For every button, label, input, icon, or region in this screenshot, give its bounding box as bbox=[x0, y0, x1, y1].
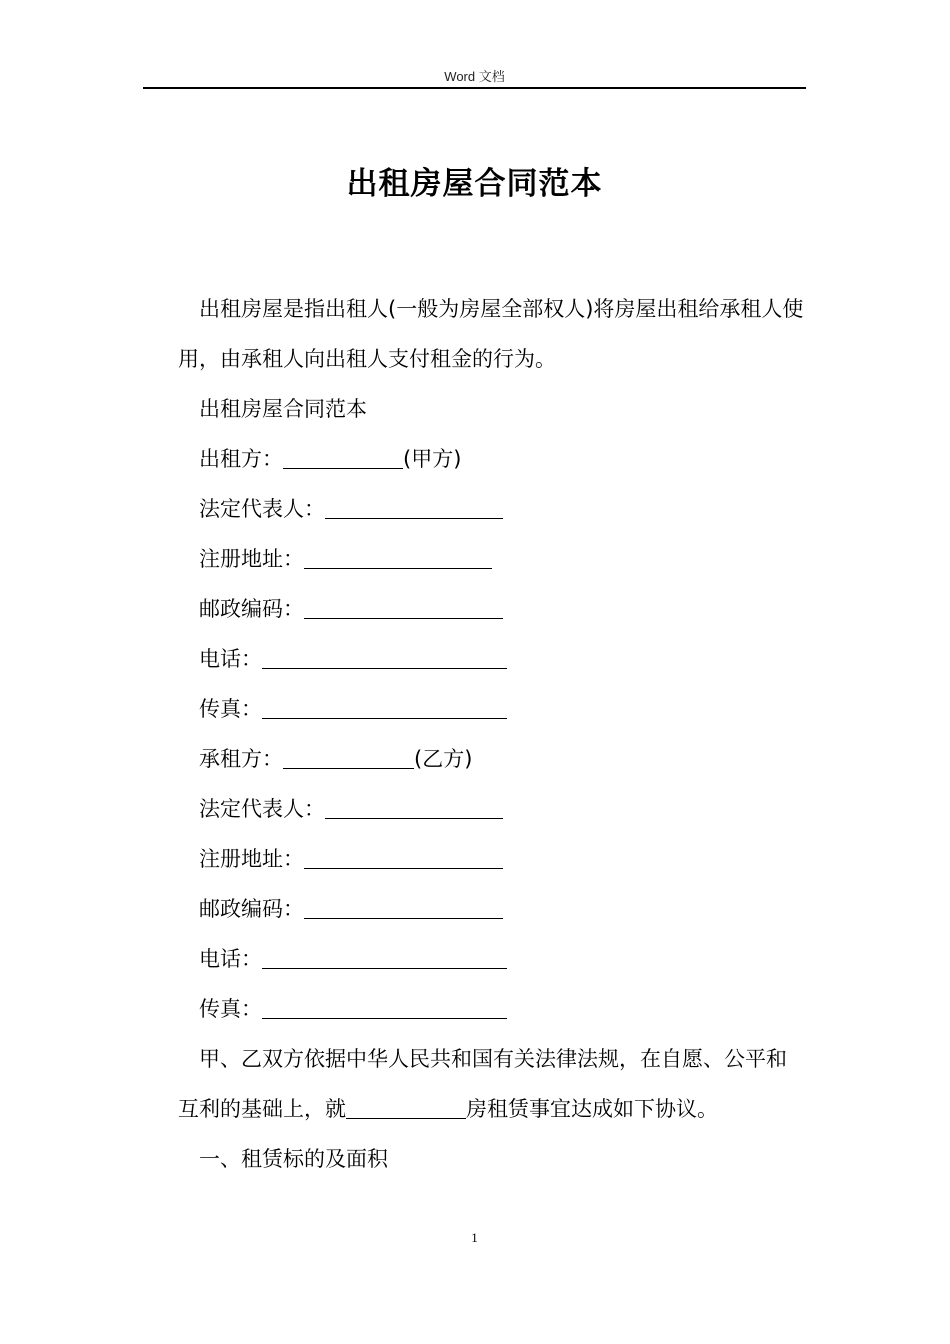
lessee-postcode-label: 邮政编码： bbox=[199, 897, 304, 921]
lessee-phone-label: 电话： bbox=[199, 947, 262, 971]
lessee-postcode-line bbox=[178, 884, 804, 934]
lessor-rep-line bbox=[178, 484, 804, 534]
agreement-text-after: 房租赁事宜达成如下协议。 bbox=[466, 1097, 718, 1121]
lessee-party-label: 承租方： bbox=[199, 747, 283, 771]
section-heading: 一、租赁标的及面积 bbox=[199, 1147, 388, 1171]
lessee-phone-line bbox=[178, 934, 804, 984]
lessor-rep-label: 法定代表人： bbox=[199, 497, 325, 521]
agreement-paragraph bbox=[178, 1034, 804, 1134]
lessor-postcode-blank bbox=[304, 596, 503, 619]
lessee-party-line bbox=[178, 734, 804, 784]
lessee-name-blank bbox=[283, 746, 414, 769]
lessor-phone-blank bbox=[262, 646, 507, 669]
lessor-party-suffix: (甲方) bbox=[403, 447, 462, 471]
lessee-rep-label: 法定代表人： bbox=[199, 797, 325, 821]
lessee-address-label: 注册地址： bbox=[199, 847, 304, 871]
agreement-text-before: 甲、乙双方依据中华人民共和国有关法律法规，在自愿、公平和互利的基础上，就 bbox=[178, 1047, 787, 1121]
header-rule bbox=[143, 87, 806, 89]
subtitle: 出租房屋合同范本 bbox=[199, 397, 367, 421]
lessee-phone-blank bbox=[262, 946, 507, 969]
intro-paragraph: 出租房屋是指出租人(一般为房屋全部权人)将房屋出租给承租人使用，由承租人向出租人支付租金的行为。 bbox=[178, 297, 804, 371]
lessee-rep-line bbox=[178, 784, 804, 834]
lessor-party-label: 出租方： bbox=[199, 447, 283, 471]
lessor-phone-label: 电话： bbox=[199, 647, 262, 671]
document-title: 出租房屋合同范本 bbox=[346, 166, 603, 202]
lessor-address-label: 注册地址： bbox=[199, 547, 304, 571]
lessor-address-blank bbox=[304, 546, 492, 569]
lessee-fax-line bbox=[178, 984, 804, 1034]
lessor-address-line bbox=[178, 534, 804, 584]
lessee-address-line bbox=[178, 834, 804, 884]
page-number: 1 bbox=[471, 1230, 478, 1245]
lessor-postcode-line bbox=[178, 584, 804, 634]
lessor-party-line bbox=[178, 434, 804, 484]
lessee-rep-blank bbox=[325, 796, 503, 819]
lessor-fax-line bbox=[178, 684, 804, 734]
document-body bbox=[178, 284, 804, 1184]
lessor-fax-blank bbox=[262, 696, 507, 719]
property-blank bbox=[346, 1096, 466, 1119]
lessee-fax-label: 传真： bbox=[199, 997, 262, 1021]
page-header: Word 文档 bbox=[444, 69, 505, 84]
lessor-phone-line bbox=[178, 634, 804, 684]
lessee-postcode-blank bbox=[304, 896, 503, 919]
lessee-fax-blank bbox=[262, 996, 507, 1019]
lessor-postcode-label: 邮政编码： bbox=[199, 597, 304, 621]
lessee-party-suffix: (乙方) bbox=[414, 747, 473, 771]
lessor-fax-label: 传真： bbox=[199, 697, 262, 721]
lessee-address-blank bbox=[304, 846, 503, 869]
lessor-name-blank bbox=[283, 446, 403, 469]
lessor-rep-blank bbox=[325, 496, 503, 519]
